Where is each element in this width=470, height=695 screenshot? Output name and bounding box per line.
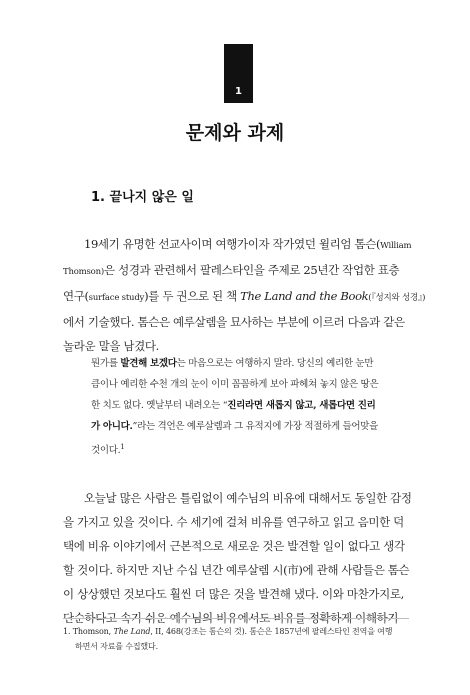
paragraph-2-line: 이 상상했던 것보다도 훨씬 더 많은 것을 발견해 냈다. 이와 마찬가지로, — [63, 587, 404, 601]
chapter-title: 문제와 과제 — [185, 122, 285, 144]
quote-line: 뭔가를 발견해 보겠다는 마음으로는 여행하지 말라. 당신의 예리한 눈만 — [91, 358, 374, 369]
footnote-reference: 1 — [120, 443, 125, 451]
footnote-line: 하면서 자료를 수집했다. — [75, 642, 158, 651]
block-quote — [91, 353, 411, 461]
footnote-divider — [63, 618, 409, 619]
paragraph-1-line: 19세기 유명한 선교사이며 여행가이자 작가였던 윌리엄 톰슨(William — [84, 237, 412, 251]
quote-line: 것이다.$^1$ — [91, 443, 125, 457]
book-title: The Land and the Book — [240, 289, 369, 303]
paragraph-2-line: 택에 비유 이야기에서 근본적으로 새로운 것은 발견할 일이 없다고 생각 — [63, 539, 405, 553]
paragraph-2-line: 오늘날 많은 사람은 틀림없이 예수님의 비유에 대해서도 동일한 감정 — [84, 491, 412, 505]
paragraph-2-line: 단순하다고 속기 쉬운 예수님의 비유에서도 비유를 정확하게 이해하기 — [63, 611, 399, 625]
paragraph-1-line: Thomson)은 성경과 관련해서 팔레스타인을 주제로 25년간 작업한 표층 — [63, 263, 400, 277]
quote-line: 큼이나 예리한 수천 개의 눈이 이미 꼼꼼하게 보아 파헤쳐 놓지 않은 땅은 — [91, 379, 379, 390]
paragraph-1-line: 놀라운 말을 남겼다. — [63, 339, 159, 353]
section-heading: 1. 끝나지 않은 일 — [91, 190, 194, 205]
paragraph-1-line: 에서 기술했다. 톰슨은 예루살렘을 묘사하는 부분에 이르러 다음과 같은 — [63, 315, 405, 329]
paragraph-2-line: 할 것이다. 하지만 지난 수십 년간 예루살렘 시(市)에 관해 사람들은 톰슨 — [63, 563, 410, 577]
chapter-number: 1 — [235, 86, 242, 97]
chapter-number-tab — [224, 44, 253, 103]
paragraph-2 — [63, 486, 412, 630]
paragraph-2-line: 을 가지고 있을 것이다. 수 세기에 걸쳐 비유를 연구하고 읽고 음미한 덕 — [63, 515, 404, 529]
paragraph-1-line: 연구(surface study)를 두 권으로 된 책 The Land and the Book(『성지와 성경』) — [63, 289, 426, 303]
footnote-line: 1. Thomson, The Land, II, 468(강조는 톰슨의 것). 톰슨은 1857년에 팔레스타인 전역을 여행 — [63, 627, 393, 636]
footnote — [63, 624, 409, 654]
quote-line: 한 치도 없다. 옛날부터 내려오는 “진리라면 새롭지 않고, 새롭다면 진리 — [91, 400, 376, 411]
paragraph-1 — [63, 232, 426, 358]
quote-line: 가 아니다.”라는 격언은 예루살렘과 그 유적지에 가장 적절하게 들어맞을 — [91, 421, 379, 432]
